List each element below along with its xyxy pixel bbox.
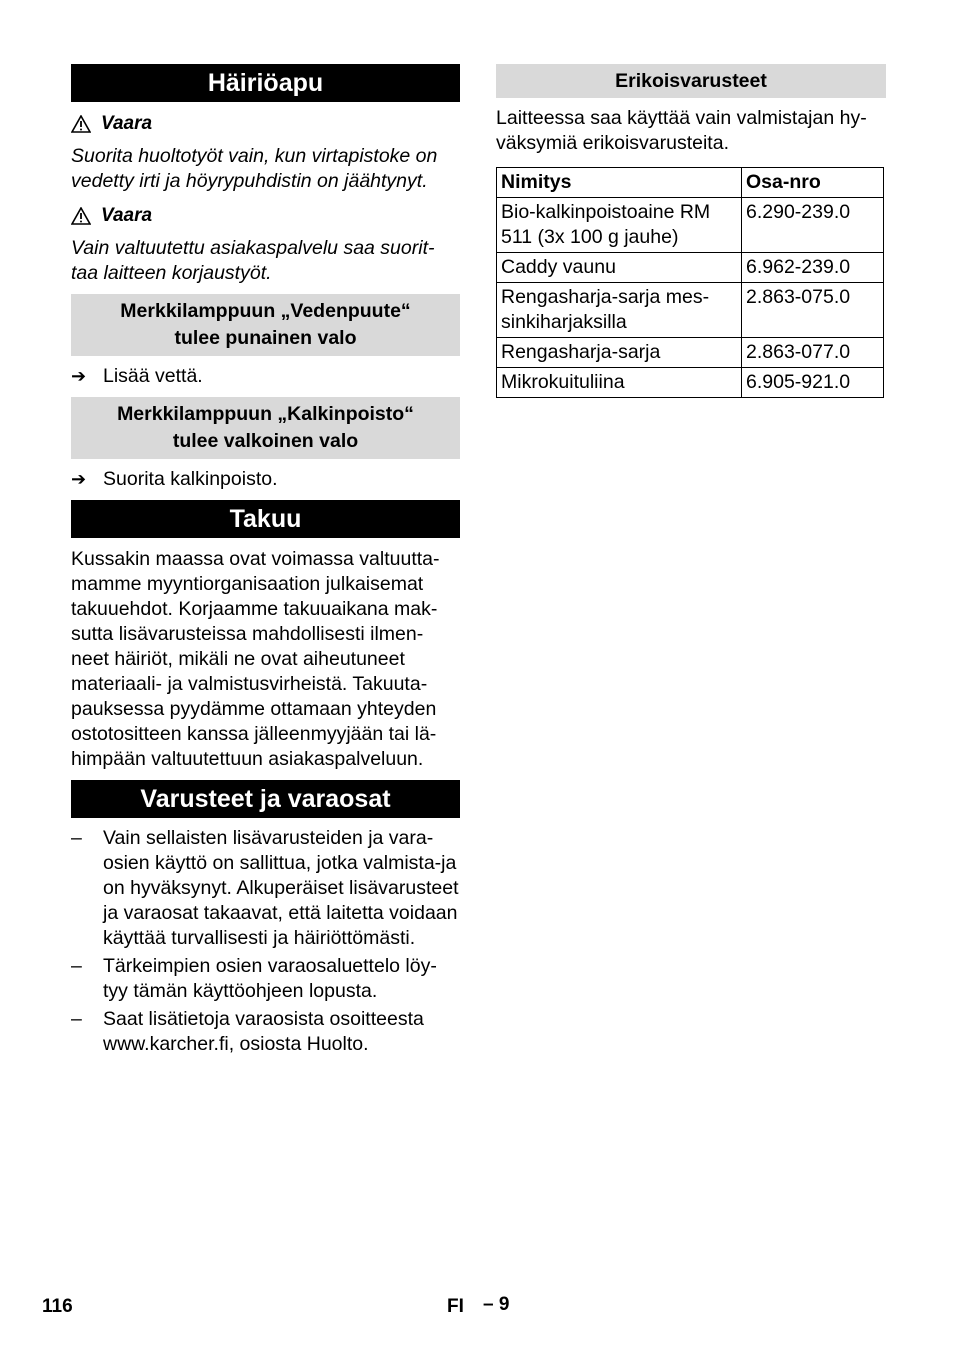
step-text: Suorita kalkinpoisto. (103, 468, 278, 490)
table-cell: Mikrokuituliina (497, 368, 742, 398)
section-heading-accessories: Varusteet ja varaosat (71, 780, 460, 818)
subheading-line: Merkkilamppuun „Kalkinpoisto“ (117, 403, 414, 425)
column-header: Nimitys (497, 168, 742, 198)
warning-triangle-icon (71, 115, 91, 133)
left-column (71, 64, 460, 1060)
table-row (497, 283, 884, 338)
subheading-line: tulee valkoinen valo (172, 430, 359, 452)
table-row (497, 253, 884, 283)
right-column (496, 64, 886, 398)
table-cell: Caddy vaunu (497, 253, 742, 283)
subheading-line: tulee punainen valo (174, 327, 357, 349)
table-cell: 2.863-077.0 (742, 338, 884, 368)
subheading-line: Merkkilamppuun „Vedenpuute“ (120, 300, 411, 322)
list-item: – Saat lisätietoja varaosista osoitteesta www.karcher.fi, osiosta Huolto. (71, 1007, 460, 1057)
instruction-step (71, 467, 460, 492)
warning-label: Vaara (101, 205, 153, 226)
accessories-list (71, 826, 460, 1057)
warning-title (71, 204, 460, 228)
warning-text: Suorita huoltotyöt vain, kun virtapistoke on vedetty irti ja höyrypuhdistin on jäähtynyt. (71, 145, 438, 192)
table-row (497, 338, 884, 368)
table-header-row (497, 168, 884, 198)
table-cell: 2.863-075.0 (742, 283, 884, 338)
column-header: Osa-nro (742, 168, 884, 198)
table-row (497, 368, 884, 398)
arrow-right-icon: ➔ (71, 469, 87, 489)
list-item-text: Saat lisätietoja varaosista osoitteesta www.karcher.fi, osiosta Huolto. (103, 1008, 424, 1055)
section-heading-special-accessories: Erikoisvarusteet (496, 64, 886, 98)
warning-title (71, 112, 460, 136)
table-cell: Rengasharja-sarja (497, 338, 742, 368)
list-item-text: Vain sellaisten lisävarusteiden ja vara-osien käyttö on sallittua, jotka valmista-ja on hyväksynyt. Alkuperäiset lisävarusteet ja varaosat takaavat, että laitetta voidaan käyttää turvallisesti ja häiriöttömästi. (103, 827, 459, 949)
table-cell: 6.962-239.0 (742, 253, 884, 283)
table-cell: 6.905-921.0 (742, 368, 884, 398)
warranty-paragraph: Kussakin maassa ovat voimassa valtuutta-mamme myyntiorganisaation julkaisemat takuuehdot. Korjaamme takuuaikana mak-sutta lisävarusteissa mahdollisesti ilmen-neet häiriöt, mikäli ne ovat aiheutuneet materiaali- ja valmistusvirheistä. Takuuta-pauksessa pyydämme ottamaan yhteyden ostotositteen kanssa jälleenmyyjään tai lä-himpään valtuutettuun asiakaspalveluun. (71, 548, 440, 770)
warning-triangle-icon (71, 207, 91, 225)
table-row (497, 198, 884, 253)
section-heading-troubleshooting: Häiriöapu (71, 64, 460, 102)
intro-paragraph: Laitteessa saa käyttää vain valmistajan hy-väksymiä erikoisvarusteita. (496, 107, 867, 154)
section-heading-warranty: Takuu (71, 500, 460, 538)
table-cell: Rengasharja-sarja mes-sinkiharjaksilla (497, 283, 742, 338)
list-item: – Tärkeimpien osien varaosaluettelo löy-tyy tämän käyttöohjeen lopusta. (71, 954, 460, 1004)
warning-label: Vaara (101, 113, 153, 134)
list-item: – Vain sellaisten lisävarusteiden ja vara-osien käyttö on sallittua, jotka valmista-ja on hyväksynyt. Alkuperäiset lisävarusteet ja varaosat takaavat, että laitetta voidaan käyttää turvallisesti ja häiriöttömästi. (71, 827, 459, 949)
table-cell: Bio-kalkinpoistoaine RM 511 (3x 100 g jauhe) (497, 198, 742, 253)
page-number: 116 (42, 1296, 73, 1317)
list-item-text: Tärkeimpien osien varaosaluettelo löy-tyy tämän käyttöohjeen lopusta. (103, 955, 437, 1002)
section-page-number: – 9 (483, 1294, 510, 1315)
subheading-descaling (71, 397, 460, 459)
accessories-table (496, 167, 884, 398)
language-code: FI (447, 1296, 464, 1317)
subheading-water-shortage (71, 294, 460, 356)
step-text: Lisää vettä. (103, 365, 203, 387)
table-cell: 6.290-239.0 (742, 198, 884, 253)
warning-text: Vain valtuutettu asiakaspalvelu saa suorit-taa laitteen korjaustyöt. (71, 237, 435, 284)
arrow-right-icon: ➔ (71, 366, 87, 386)
instruction-step (71, 364, 460, 389)
